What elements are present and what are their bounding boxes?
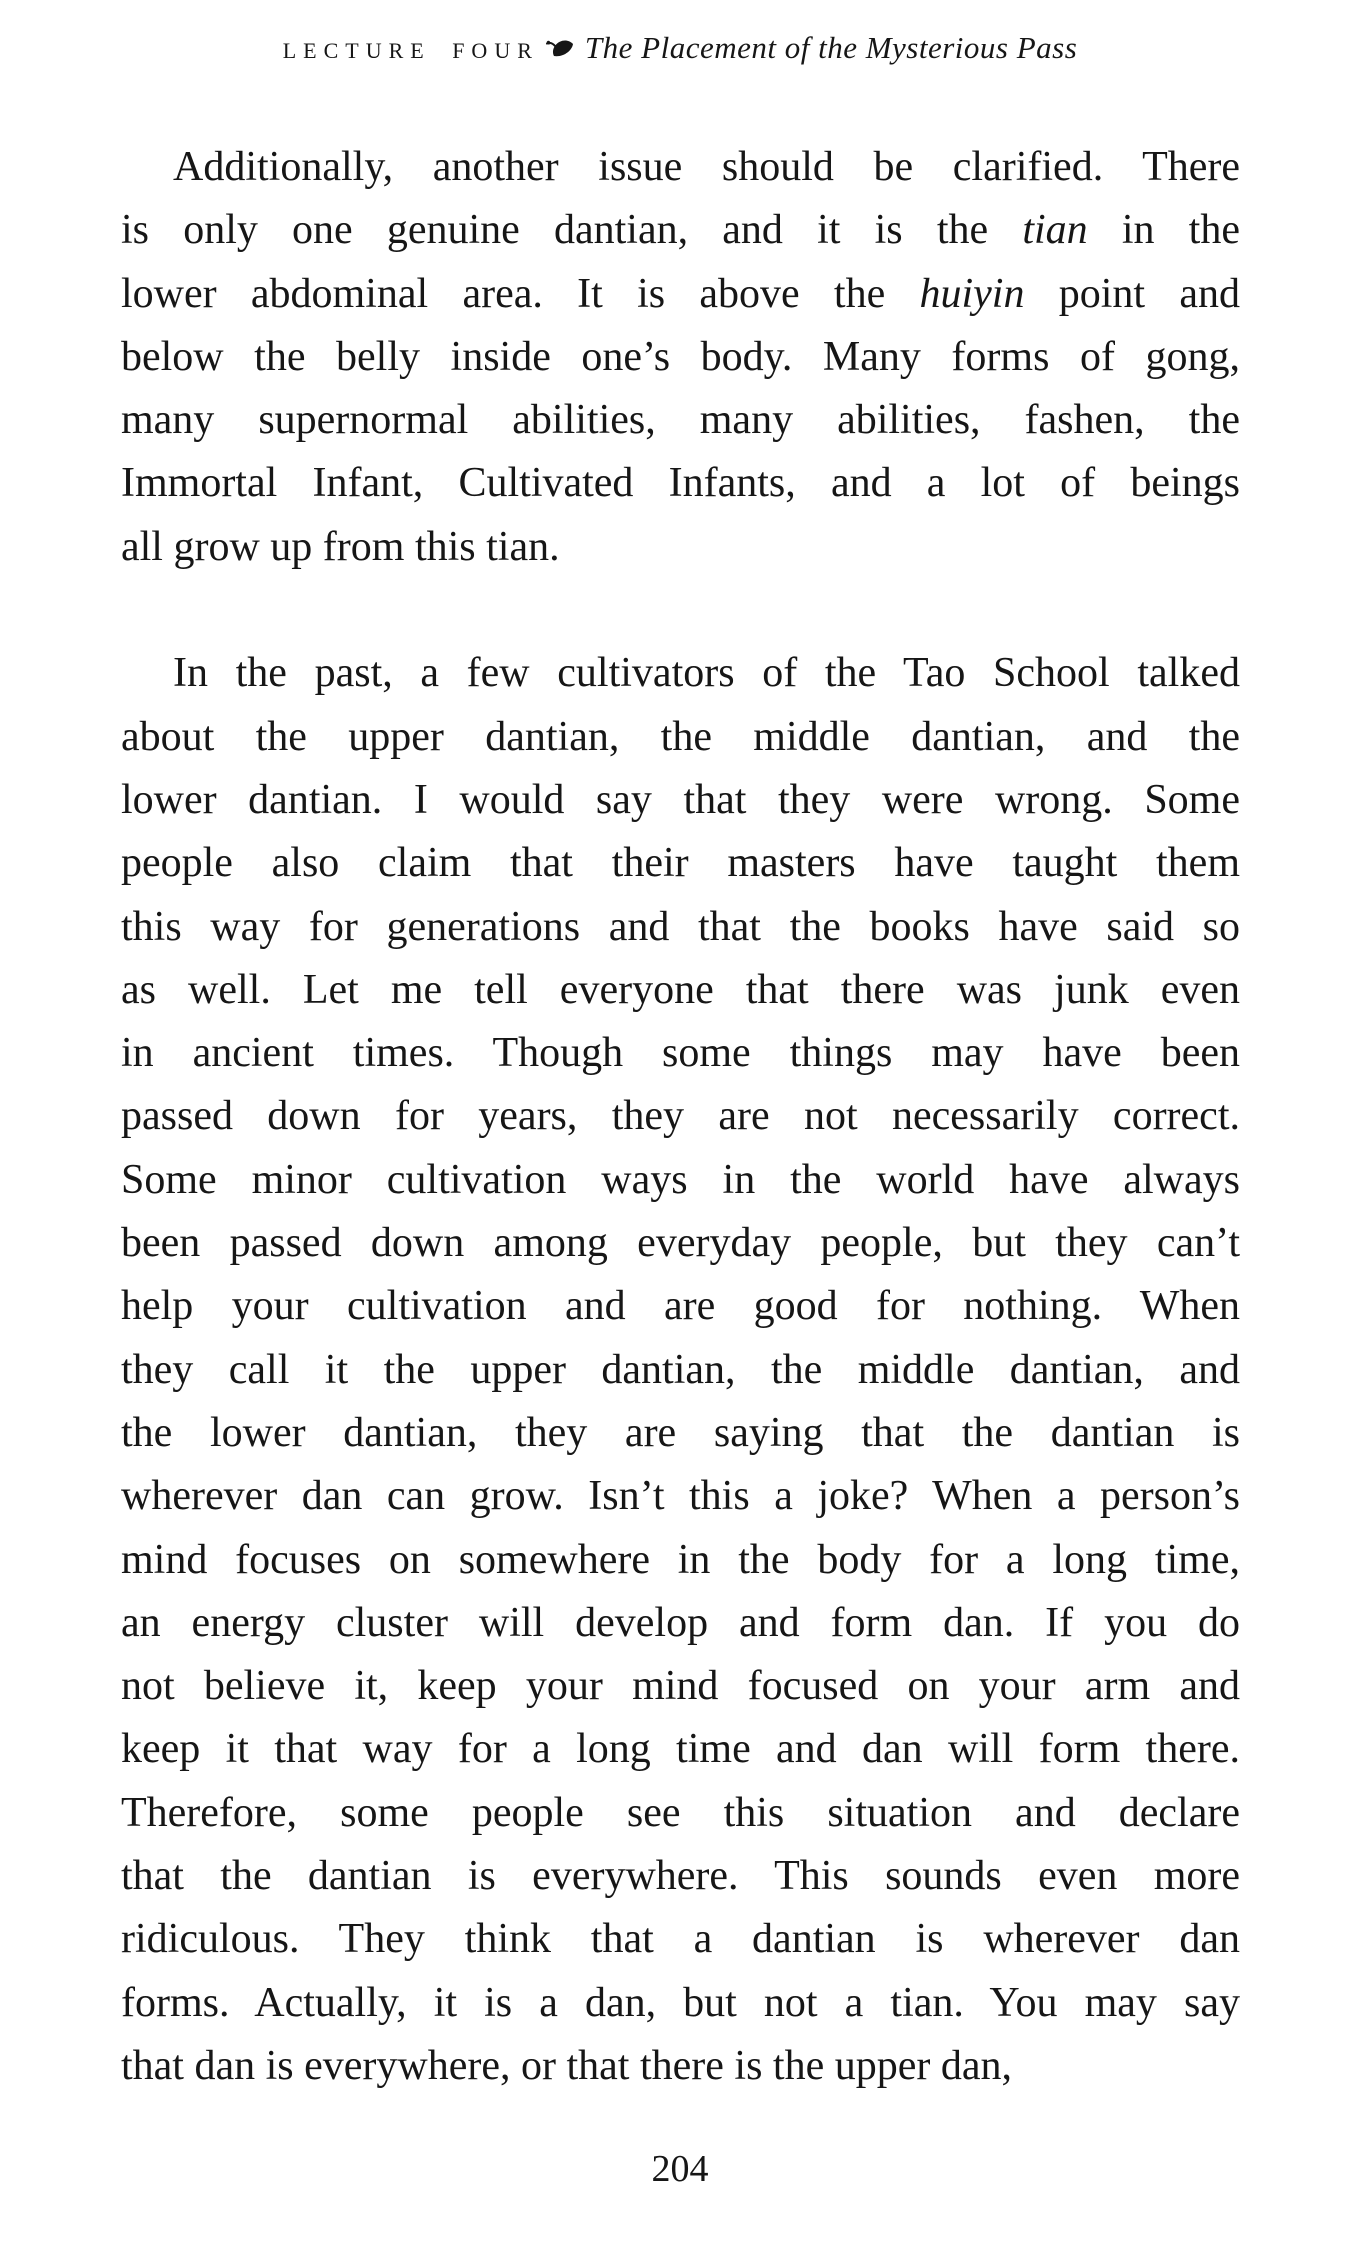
text-line: as well. Let me tell everyone that there was junk even [121,966,1240,1013]
text-line: not believe it, keep your mind focused on your arm and [121,1663,1240,1710]
text-line: is only one genuine dantian, and it is the tian in the [121,207,1240,254]
text-line: Some minor cultivation ways in the world have always [121,1156,1240,1203]
paragraph [121,136,1240,579]
text-line: about the upper dantian, the middle dantian, and the [121,713,1240,760]
paragraph [121,642,1240,2098]
text-line: Additionally, another issue should be clarified. There [173,144,1240,190]
text-line: many supernormal abilities, many abilities, fashen, the [121,397,1240,444]
text-line: ridiculous. They think that a dantian is wherever dan [121,1916,1240,1963]
text-line: that dan is everywhere, or that there is the upper dan, [121,2042,1013,2089]
text-line: an energy cluster will develop and form dan. If you do [121,1599,1240,1646]
chapter-title: The Placement of the Mysterious Pass [584,30,1078,65]
text-line: the lower dantian, they are saying that the dantian is [121,1409,1240,1456]
text-line: in ancient times. Though some things may have been [121,1030,1240,1077]
page-number: 204 [651,2148,709,2190]
text-line: forms. Actually, it is a dan, but not a tian. You may say [121,1979,1240,2026]
text-line: that the dantian is everywhere. This sounds even more [121,1853,1240,1900]
text-line: lower dantian. I would say that they were wrong. Some [121,776,1240,823]
text-line: Immortal Infant, Cultivated Infants, and a lot of beings [121,460,1240,507]
text-line: mind focuses on somewhere in the body for a long time, [121,1536,1240,1583]
text-line: help your cultivation and are good for nothing. When [121,1283,1240,1330]
text-line: keep it that way for a long time and dan will form there. [121,1726,1240,1773]
text-line: below the belly inside one’s body. Many forms of gong, [121,333,1240,380]
text-line: people also claim that their masters have taught them [121,840,1240,887]
body-text [121,136,1240,2098]
text-line: Therefore, some people see this situation and declare [121,1789,1240,1836]
text-line: passed down for years, they are not necessarily correct. [121,1093,1240,1140]
text-line: been passed down among everyday people, but they can’t [121,1220,1240,1267]
lecture-label: LECTURE FOUR [282,38,539,63]
text-line: wherever dan can grow. Isn’t this a joke? When a person’s [121,1473,1240,1520]
text-line: all grow up from this tian. [121,523,560,570]
leaf-ornament-icon [545,37,575,63]
text-line: they call it the upper dantian, the middle dantian, and [121,1346,1240,1393]
text-line: lower abdominal area. It is above the huiyin point and [121,270,1240,317]
running-head [0,28,1360,74]
text-line: In the past, a few cultivators of the Tao School talked [173,650,1240,697]
text-line: this way for generations and that the books have said so [121,903,1240,950]
